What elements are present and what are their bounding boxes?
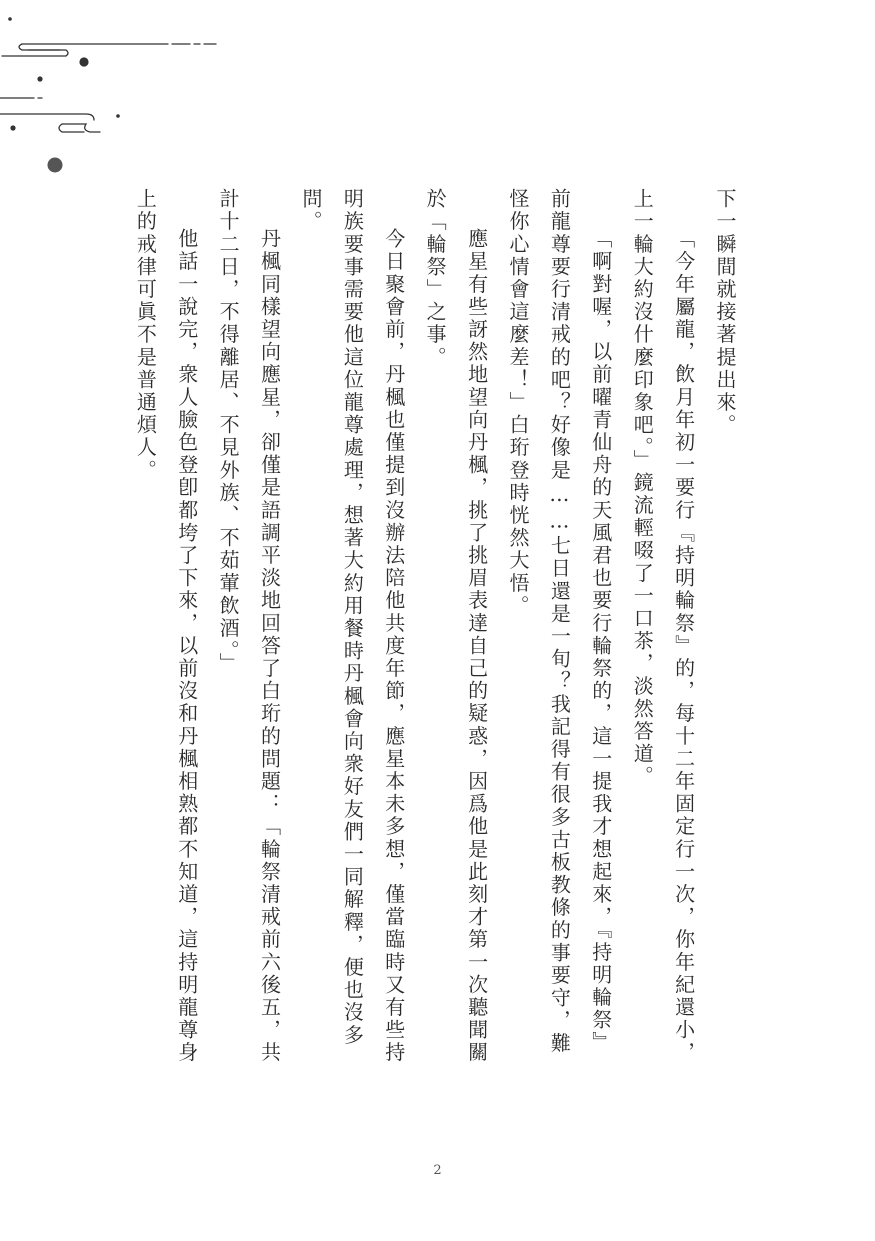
- paragraph: 「今年屬龍，飲月年初一要行『持明輪祭』的，每十二年固定行一次，你年紀還小，上一輪大約沒什麼印象吧。」鏡流輕啜了一口茶，淡然答道。: [630, 188, 696, 1065]
- page-number: 2: [433, 1163, 442, 1178]
- paragraph: 應星有些訝然地望向丹楓，挑了挑眉表達自己的疑惑，因爲他是此刻才第一次聽聞關於「輪祭」之事。: [423, 188, 489, 1065]
- paragraph: 他話一說完，衆人臉色登卽都垮了下來，以前沒和丹楓相熟都不知道，這持明龍尊身上的戒律可眞不是普通煩人。: [133, 188, 199, 1065]
- decorative-ornament: [0, 0, 230, 190]
- paragraph: 丹楓同樣望向應星，卻僅是語調平淡地回答了白珩的問題：「輪祭清戒前六後五，共計十二日，不得離居、不見外族、不茹葷飲酒。」: [216, 188, 282, 1065]
- paragraph: 下一瞬間就接著提出來。: [713, 188, 737, 437]
- page-body: [130, 188, 745, 1068]
- paragraph: 「啊對喔，以前曜青仙舟的天風君也要行輪祭的，這一提我才想起來，『持明輪祭』前龍尊要行清戒的吧？好像是……七日還是一旬？我記得有很多古板教條的事要守，難怪你心情會這麼差！」白珩登時恍然大悟。: [505, 188, 613, 1055]
- paragraph: 今日聚會前，丹楓也僅提到沒辦法陪他共度年節，應星本未多想，僅當臨時又有些持明族要事需要他這位龍尊處理，想著大約用餐時丹楓會向衆好友們一同解釋，便也沒多問。: [298, 188, 406, 1065]
